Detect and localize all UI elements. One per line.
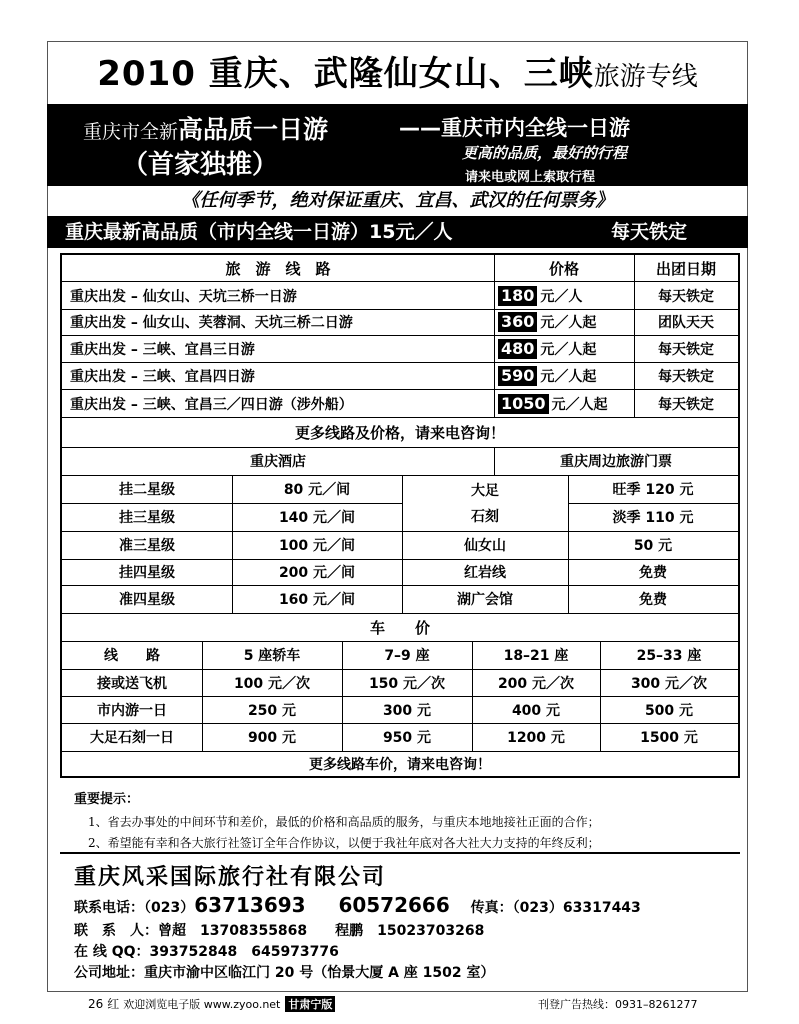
price-unit: 元／人起 (540, 342, 597, 358)
price-value: 590 (498, 366, 537, 386)
price-header: 价格 (548, 259, 579, 278)
phone-label: 联系电话：（023） (74, 900, 195, 916)
car-price: 950 元 (382, 730, 432, 746)
cars-more-note: 更多线路车价，请来电咨询！ (309, 757, 491, 773)
promo-bar (47, 216, 748, 248)
ticket-dazu-line1: 大足 (471, 483, 499, 499)
route-date: 每天铁定 (658, 369, 714, 385)
fax: 传真：（023）63317443 (470, 900, 641, 916)
routes-more-note: 更多线路及价格，请来电咨询！ (294, 424, 505, 442)
hotel-price: 200 元／间 (278, 565, 356, 581)
route-price (498, 309, 634, 335)
price-table (60, 253, 740, 778)
hotel-level: 挂四星级 (119, 565, 175, 581)
car-price: 1500 元 (640, 730, 698, 746)
ad-hotline: 刊登广告热线：0931–8261277 (538, 998, 698, 1011)
notes (74, 788, 744, 851)
route-name: 重庆出发 – 三峡、宜昌三／四日游（涉外船） (70, 396, 353, 413)
footer (88, 995, 335, 1012)
price-unit: 元／人起 (540, 315, 597, 331)
route-date: 团队天天 (658, 315, 714, 331)
promo-right: 每天铁定 (611, 221, 688, 243)
route-name: 重庆出发 – 仙女山、天坑三桥一日游 (70, 288, 297, 305)
price-value: 180 (498, 286, 537, 306)
ticket-price: 免费 (639, 592, 667, 608)
price-unit: 元／人起 (540, 369, 597, 385)
title-main: 2010 重庆、武隆仙女山、三峡 (97, 54, 594, 94)
car-col-7-9-seat: 7–9 座 (384, 648, 430, 664)
hotel-price: 100 元／间 (278, 538, 356, 554)
page-mark: 红 (107, 997, 120, 1011)
ticket-dazu-peak: 旺季 120 元 (612, 482, 694, 498)
ticket-name: 红岩线 (464, 565, 506, 581)
banner-line1-bold: 高品质一日游 (178, 115, 329, 144)
price-unit: 元／人起 (551, 396, 608, 413)
car-price: 100 元／次 (233, 675, 311, 692)
contact-qq: 在 线 QQ：393752848 645973776 (74, 944, 339, 960)
route-date: 每天铁定 (658, 288, 714, 305)
contact-person: 联 系 人：曾超 13708355868 程鹏 15023703268 (74, 923, 485, 939)
hotel-level: 挂二星级 (119, 482, 175, 498)
page-number: 26 (88, 996, 104, 1011)
ticket-header: 重庆周边旅游门票 (560, 454, 672, 470)
slogan: 《任何季节，绝对保证重庆、宜昌、武汉的任何票务》 (181, 190, 614, 211)
banner-line1-prefix: 重庆市全新 (83, 121, 179, 143)
banner-line2: （首家独推） (122, 150, 279, 180)
route-name: 重庆出发 – 三峡、宜昌四日游 (70, 369, 255, 385)
banner-right-sub1: 更高的品质，最好的行程 (462, 144, 628, 162)
car-col-route: 线 路 (104, 648, 160, 664)
route-price (498, 282, 634, 309)
car-header: 车 价 (369, 618, 430, 637)
route-name: 重庆出发 – 三峡、宜昌三日游 (70, 342, 255, 358)
car-price: 200 元／次 (497, 675, 575, 692)
ticket-dazu-line2: 石刻 (471, 509, 499, 525)
car-price: 150 元／次 (368, 675, 446, 692)
phone-number-1: 63713693 (194, 893, 306, 917)
car-price: 500 元 (644, 702, 694, 719)
promo-banner (47, 104, 748, 186)
banner-right-sub2: 请来电或网上索取行程 (465, 170, 596, 185)
company-address: 公司地址：重庆市渝中区临江门 20 号（怡景大厦 A 座 1502 室） (74, 965, 495, 981)
route-header: 旅 游 线 路 (225, 259, 331, 278)
footer-welcome: 欢迎浏览电子版 www.zyoo.net (123, 997, 281, 1011)
ticket-price: 50 元 (633, 538, 673, 554)
route-price (498, 336, 634, 362)
car-row-label: 市内游一日 (97, 702, 167, 719)
price-value: 360 (498, 312, 537, 332)
page-title (47, 44, 748, 104)
company-name: 重庆风采国际旅行社有限公司 (74, 865, 387, 890)
car-price: 1200 元 (507, 730, 565, 746)
banner-line1 (83, 110, 328, 146)
car-col-5-seat: 5 座轿车 (243, 648, 301, 664)
ticket-name: 湖广会馆 (457, 592, 513, 608)
hotel-level: 准三星级 (119, 538, 175, 554)
car-row-label: 大足石刻一日 (90, 730, 174, 746)
date-header: 出团日期 (655, 259, 716, 278)
hotel-level: 准四星级 (119, 592, 175, 608)
car-price: 400 元 (511, 702, 561, 719)
hotel-header: 重庆酒店 (250, 454, 306, 470)
car-row-label: 接或送飞机 (97, 675, 167, 692)
notes-heading: 重要提示： (74, 792, 140, 807)
route-date: 每天铁定 (658, 342, 714, 358)
car-price: 900 元 (247, 730, 297, 746)
car-price: 300 元／次 (630, 675, 708, 692)
ticket-name: 仙女山 (464, 538, 506, 554)
route-price (498, 390, 634, 417)
divider (60, 852, 740, 854)
car-col-25-33-seat: 25–33 座 (636, 648, 702, 664)
price-unit: 元／人 (540, 288, 583, 305)
hotel-price: 140 元／间 (278, 510, 356, 526)
title-suffix: 旅游专线 (593, 62, 698, 92)
banner-right-title: ——重庆市内全线一日游 (399, 116, 630, 140)
phone-number-2: 60572666 (338, 893, 450, 917)
price-value: 480 (498, 339, 537, 359)
ticket-price: 免费 (639, 565, 667, 581)
route-price (498, 363, 634, 389)
contact-phone-line (74, 893, 641, 917)
hotel-level: 挂三星级 (119, 510, 175, 526)
car-col-18-21-seat: 18–21 座 (503, 648, 569, 664)
price-value: 1050 (498, 394, 549, 414)
note-item: 2、希望能有幸和各大旅行社签订全年合作协议，以便于我社年底对各大社大力支持的年终反利； (88, 836, 600, 850)
note-item: 1、省去办事处的中间环节和差价，最低的价格和高品质的服务，与重庆本地地接社正面的合作； (88, 815, 600, 829)
promo-left: 重庆最新高品质（市内全线一日游）15元／人 (65, 221, 453, 243)
edition-tag: 甘肃宁版 (285, 996, 335, 1012)
hotel-price: 160 元／间 (278, 592, 356, 608)
ticket-dazu-off: 淡季 110 元 (612, 510, 694, 526)
car-price: 250 元 (247, 702, 297, 719)
car-price: 300 元 (382, 702, 432, 719)
route-name: 重庆出发 – 仙女山、芙蓉洞、天坑三桥二日游 (70, 315, 353, 331)
hotel-price: 80 元／间 (283, 482, 351, 498)
route-date: 每天铁定 (658, 396, 714, 413)
